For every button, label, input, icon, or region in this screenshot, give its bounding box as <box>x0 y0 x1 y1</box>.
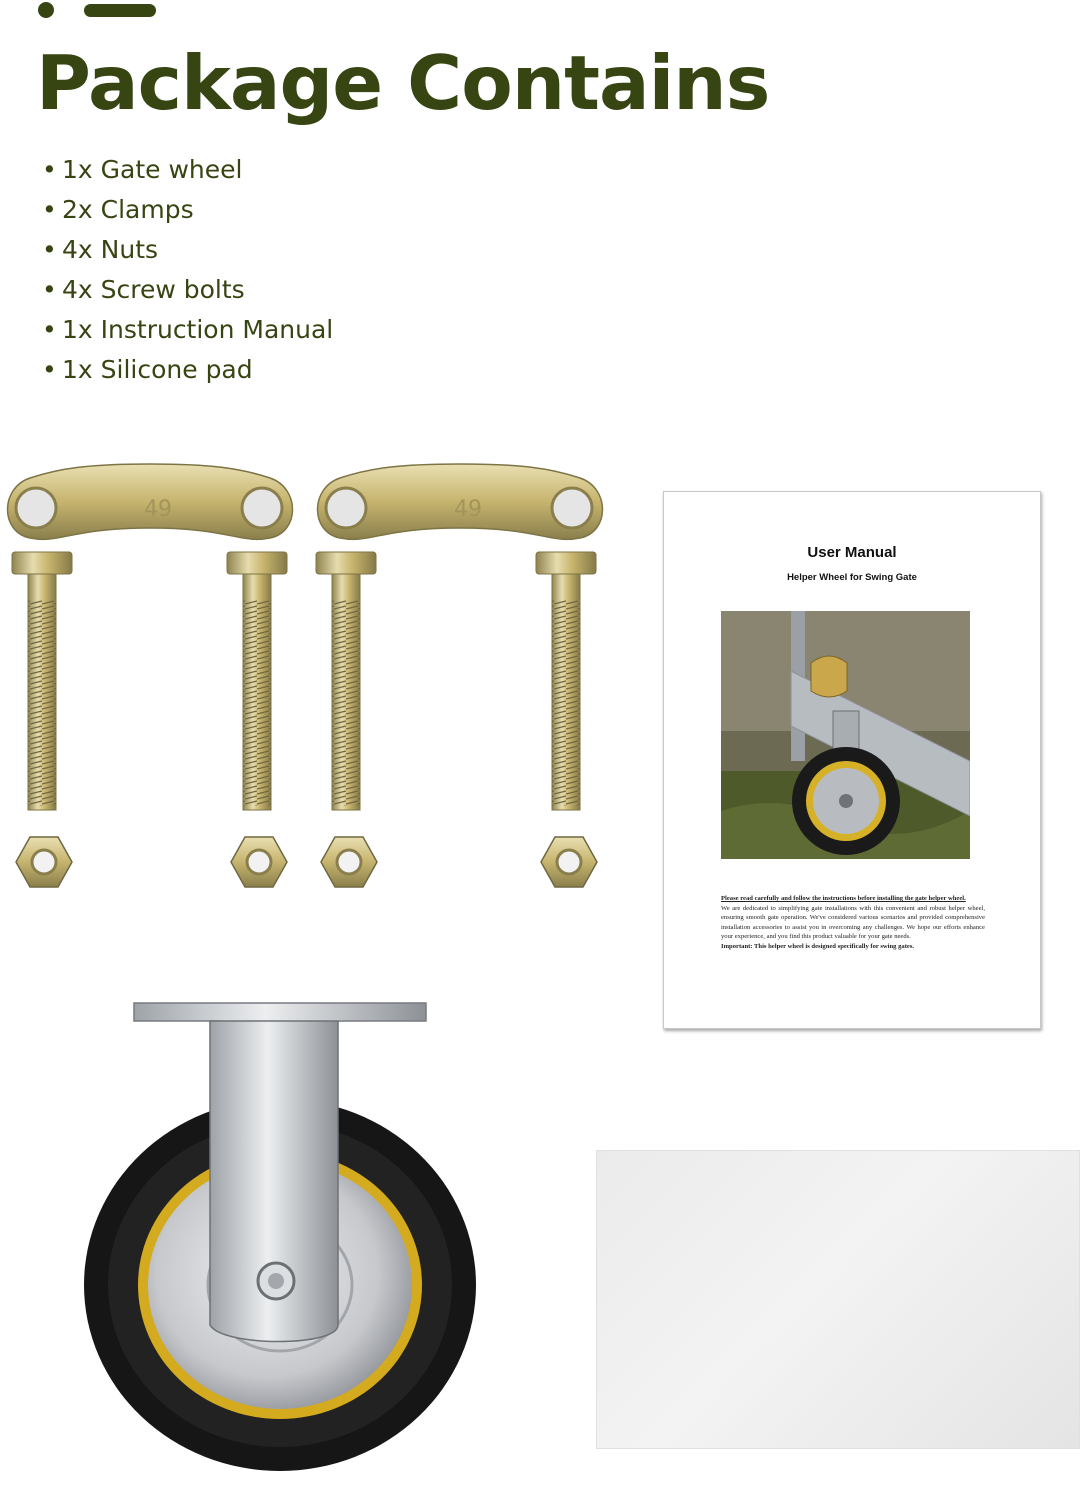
list-item <box>42 190 333 230</box>
screw-bolt <box>227 552 287 810</box>
manual-title: User Manual <box>807 544 897 561</box>
clamp <box>8 464 293 539</box>
list-item-label: 4x Screw bolts <box>62 275 245 304</box>
hex-nut <box>16 837 72 887</box>
screw-bolt <box>316 552 376 810</box>
package-contents-list <box>42 150 333 390</box>
manual-paragraph: We are dedicated to simplifying gate installations with this convenient and robust helper wheel, ensuring smooth gate operation. We've considered various scenarios and provided comprehensive installation accessories to assist you in overcoming any challenges. We hope our efforts enhance your experience, and you find this product valuable for your gate needs. <box>721 904 985 941</box>
decorative-bar <box>84 4 156 17</box>
clamp-stamp: 49 <box>454 497 482 522</box>
manual-subtitle: Helper Wheel for Swing Gate <box>787 572 917 583</box>
bullet-icon: • <box>42 235 57 264</box>
silicone-pad <box>596 1150 1080 1449</box>
list-item-label: 1x Instruction Manual <box>62 315 334 344</box>
hex-nut <box>321 837 377 887</box>
hex-nut <box>541 837 597 887</box>
instruction-manual <box>663 491 1041 1029</box>
gate-wheel-illustration <box>80 995 500 1475</box>
list-item <box>42 230 333 270</box>
list-item-label: 1x Gate wheel <box>62 155 243 184</box>
list-item <box>42 270 333 310</box>
list-item-label: 2x Clamps <box>62 195 194 224</box>
list-item <box>42 150 333 190</box>
clamp <box>318 464 603 539</box>
manual-photo <box>721 611 970 859</box>
screw-bolt <box>12 552 72 810</box>
bullet-icon: • <box>42 195 57 224</box>
screw-bolt <box>536 552 596 810</box>
page-title: Package Contains <box>36 39 770 127</box>
list-item-label: 4x Nuts <box>62 235 159 264</box>
hardware-illustration <box>0 460 620 900</box>
list-item <box>42 350 333 390</box>
manual-lead: Please read carefully and follow the instructions before installing the gate helper wheel. <box>721 895 966 902</box>
list-item <box>42 310 333 350</box>
manual-body <box>721 894 985 952</box>
hex-nut <box>231 837 287 887</box>
list-item-label: 1x Silicone pad <box>62 355 253 384</box>
bullet-icon: • <box>42 275 57 304</box>
bullet-icon: • <box>42 355 57 384</box>
bullet-icon: • <box>42 155 57 184</box>
decorative-dot <box>38 2 54 18</box>
bullet-icon: • <box>42 315 57 344</box>
clamp-stamp: 49 <box>144 497 172 522</box>
manual-important: Important: This helper wheel is designed specifically for swing gates. <box>721 942 915 950</box>
